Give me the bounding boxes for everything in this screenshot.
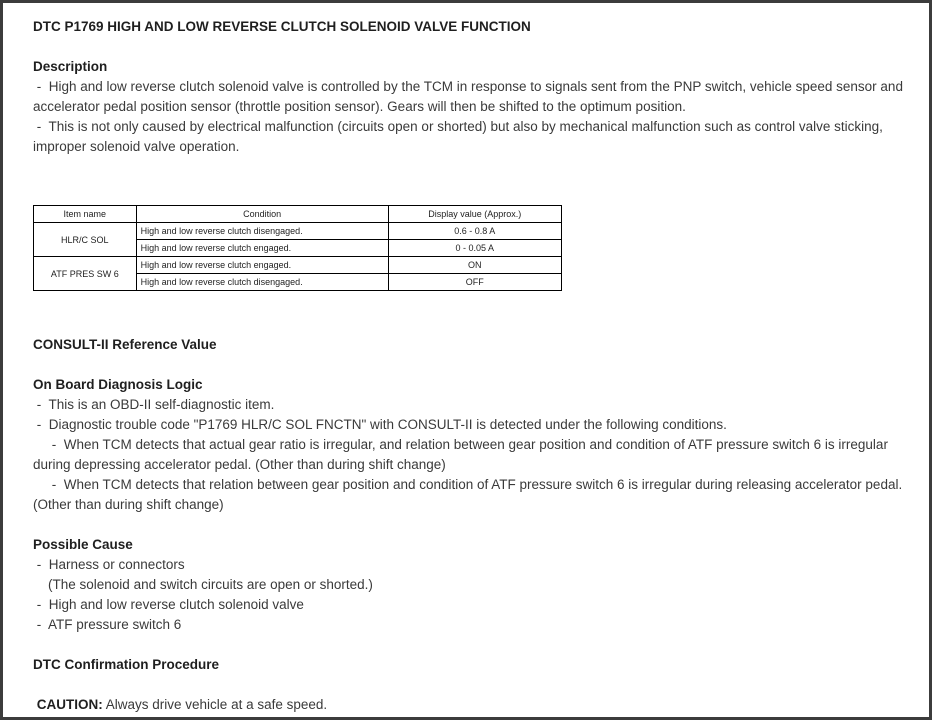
obd-line-3: - When TCM detects that actual gear ratio is irregular, and relation between gear position and condition of ATF pressure switch 6 is irregular during depressing accelerator pedal. (Other than during shift change) [33, 437, 892, 472]
obd-line-4: - When TCM detects that relation between gear position and condition of ATF pressure switch 6 is irregular during releasing accelerator pedal. (Other than during shift change) [33, 477, 906, 512]
table-cell-item-name: HLR/C SOL [34, 223, 137, 257]
reference-value-table-container [33, 205, 909, 291]
table-row [34, 223, 562, 240]
caution-label: CAUTION: [33, 697, 103, 712]
page-title: DTC P1769 HIGH AND LOW REVERSE CLUTCH SOLENOID VALVE FUNCTION [33, 19, 531, 34]
section-heading-description: Description [33, 59, 108, 74]
table-header-condition: Condition [136, 206, 388, 223]
table-cell-condition: High and low reverse clutch disengaged. [136, 223, 388, 240]
section-heading-consult-reference-value: CONSULT-II Reference Value [33, 337, 217, 352]
section-heading-on-board-diagnosis-logic: On Board Diagnosis Logic [33, 377, 203, 392]
description-line-1: - High and low reverse clutch solenoid valve is controlled by the TCM in response to signals sent from the PNP switch, vehicle speed sensor and accelerator pedal position sensor (throttle position sensor). Gears will then be shifted to the optimum position. [33, 79, 907, 114]
table-cell-item-name: ATF PRES SW 6 [34, 257, 137, 291]
reference-value-table [33, 205, 562, 291]
table-header-row [34, 206, 562, 223]
table-header-display-value: Display value (Approx.) [388, 206, 561, 223]
caution-text: Always drive vehicle at a safe speed. [102, 697, 328, 712]
table-row [34, 257, 562, 274]
caution-paragraph [33, 695, 909, 715]
table-cell-display-value: OFF [388, 274, 561, 291]
table-cell-condition: High and low reverse clutch engaged. [136, 240, 388, 257]
table-cell-condition: High and low reverse clutch engaged. [136, 257, 388, 274]
table-cell-display-value: 0.6 - 0.8 A [388, 223, 561, 240]
obd-line-2: - Diagnostic trouble code "P1769 HLR/C SOL FNCTN" with CONSULT-II is detected under the following conditions. [33, 417, 727, 432]
table-cell-condition: High and low reverse clutch disengaged. [136, 274, 388, 291]
section-heading-possible-cause: Possible Cause [33, 537, 133, 552]
table-cell-display-value: 0 - 0.05 A [388, 240, 561, 257]
obd-line-1: - This is an OBD-II self-diagnostic item. [33, 397, 275, 412]
table-header-item-name: Item name [34, 206, 137, 223]
section-heading-dtc-confirmation-procedure: DTC Confirmation Procedure [33, 657, 220, 672]
possible-cause-line-3: - High and low reverse clutch solenoid valve [33, 597, 304, 612]
possible-cause-line-1: - Harness or connectors [33, 557, 185, 572]
possible-cause-line-4: - ATF pressure switch 6 [33, 617, 182, 632]
possible-cause-line-2: (The solenoid and switch circuits are open or shorted.) [33, 577, 373, 592]
description-line-2: - This is not only caused by electrical malfunction (circuits open or shorted) but also by mechanical malfunction such as control valve sticking, improper solenoid valve operation. [33, 119, 887, 154]
table-cell-display-value: ON [388, 257, 561, 274]
